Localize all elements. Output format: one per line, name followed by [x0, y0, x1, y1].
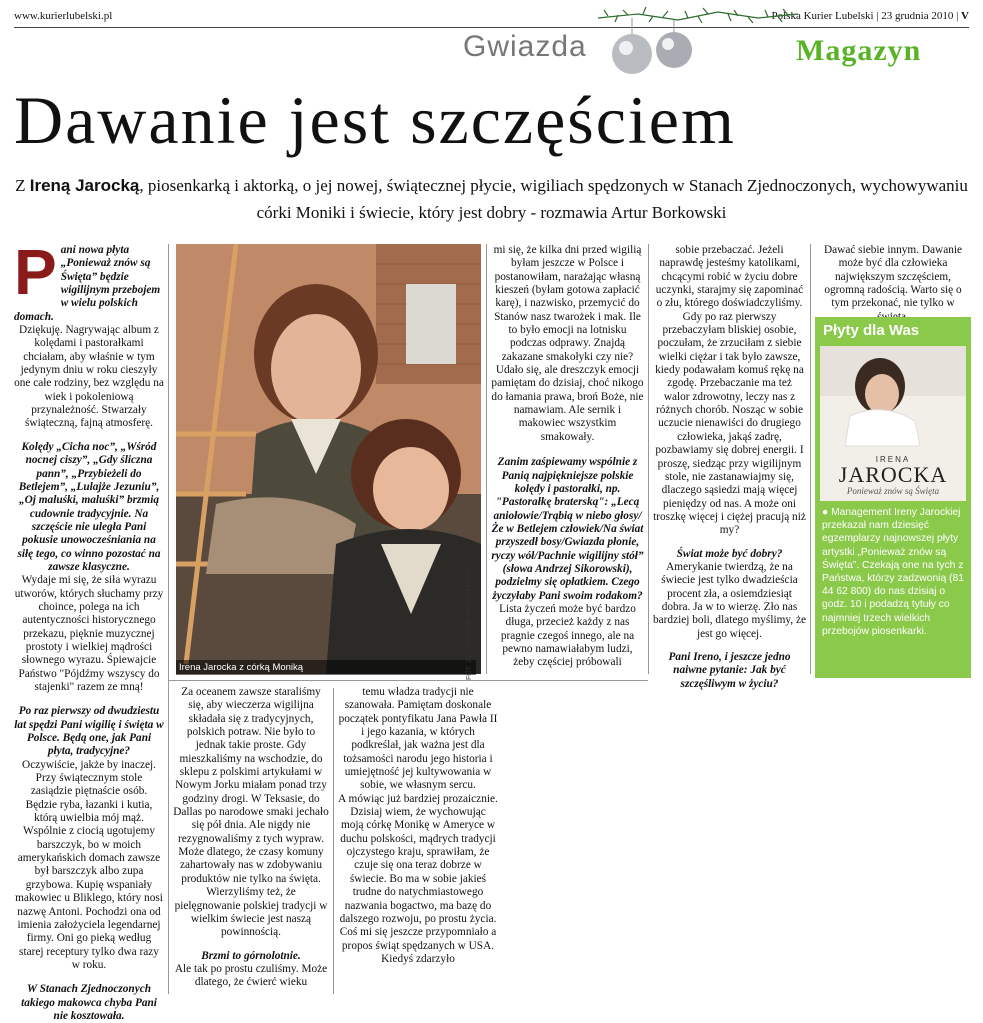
- article-deck: [14, 172, 969, 226]
- answer-paragraph: temu władza tradycji nie szanowała. Pamiętam doskonale początek pontyfikatu Jana Pawła II i jego kazania, w których podkreślał, jak ważna jest dla tożsamości narodu jego historia i umiejętność jej kultywowania w sobie, we własnym sercu.: [338, 686, 498, 792]
- question-paragraph: Świat może być dobry?: [676, 547, 783, 560]
- article-headline: Dawanie jest szczęściem: [14, 82, 736, 158]
- answer-paragraph: mi się, że kilka dni przed wigilią byłam jeszcze w Polsce i postanowiłam, narażając własną kieszeń (byłam gotowa zapłacić karę), i nazwisko, przemycić do Stanów nasz twarożek i mak. Ile to było emocji na lotnisku podczas odprawy. Znajdą zakazane smakołyki czy nie? Udało się, ale dreszczyk emocji pamiętam do dzisiaj, choć nikogo do łamania prawa, broń Boże, nie namawiam. Ale sernik i makowiec wszystkim smakowały.: [491, 244, 644, 443]
- answer-paragraph: Dziękuję. Nagrywając album z kolędami i pastorałkami chciałam, aby właśnie w tym jedynym dniu w roku cieszyły one całe rodziny, bez względu na wiek i pokoleniową przynależność. Stwarzały świąteczną, fajną atmosferę.: [14, 324, 164, 430]
- article-photo: [176, 244, 481, 674]
- answer-paragraph: Wydaje mi się, że siła wyrazu utworów, których słuchamy przy choince, polega na ich autentyczności historycznego przekazu, pięknie muzycznej prostoty i wielkiej mądrości słownego wyrazu. Śpiewajcie Państwo "Pójdźmy wszyscy do stajenki" razem ze mną!: [14, 574, 164, 693]
- deck-interviewee: Ireną Jarocką: [29, 176, 140, 195]
- question-paragraph: Zanim zaśpiewamy wspólnie z Panią najpiękniejsze polskie kolędy i pastorałki, np. "Pastorałkę braterską": „Lecą aniołowie/Trąbią w niebo głosy/Że w Betlejem człowiek/Na świat przyszedł bosy/Gwiazda płonie, ryczy wół/Pachnie wigilijny stół” (słowa Andrzej Sikorowski), podzielmy się opłatkiem. Czego życzyłaby Pani swoim rodakom?: [491, 456, 644, 602]
- column-divider: [168, 244, 169, 994]
- answer-paragraph: Za oceanem zawsze staraliśmy się, aby wieczerza wigilijna składała się z tradycyjnych, polskich potraw. Nie było to jednak takie proste. Gdy mieszkaliśmy na wschodzie, do sklepu z polskimi artykułami w Nowym Jorku miałam ponad trzy godziny drogi. W Teksasie, do Dallas po narodowe smaki jechało się pół dnia. Ale nigdy nie rezygnowaliśmy z tych wypraw. Może dlatego, że czasy komuny zahartowały nas w zdobywaniu produktów nie tylko na święta. Wierzyliśmy też, że pielęgnowanie polskiej tradycji w wielkim świecie jest naszą powinnością.: [173, 686, 329, 939]
- drop-cap: P: [14, 236, 57, 308]
- article-column-3b: [338, 686, 498, 966]
- column-divider: [810, 244, 811, 674]
- publication-name: Polska Kurier Lubelski: [771, 10, 874, 22]
- answer-paragraph: Ale tak po prostu czuliśmy. Może dlatego, że ćwierć wieku: [174, 962, 328, 989]
- question-paragraph: Brzmi to górnolotnie.: [201, 949, 301, 962]
- column-divider: [648, 244, 649, 674]
- header-rule: [14, 27, 969, 28]
- answer-paragraph: Dawać siebie innym. Dawanie może być dla człowieka największym szczęściem, ogromną radością. Warto się o tym przekonać, nie tylko w: [823, 244, 963, 310]
- photo-credit: FOT. ZE ZBIORÓW PRYWATNYCH: [466, 567, 473, 680]
- answer-paragraph: A mówiąc już bardziej prozaicznie. Dzisiaj wiem, że wychowując moją córkę Monikę w Ameryce w duchu polskości, mądrych tradycji ojczystego kraju, sprawiłam, że czuje się ona teraz dobrze w świecie. Bo ma w sobie jakieś trudne do natychmiastowego nazwania bogactwo, ma bazę do dalszego rozwoju, po prostu życia.: [338, 792, 498, 925]
- section-label-magazyn: Magazyn: [796, 34, 922, 67]
- question-paragraph: Pani Ireno, i jeszcze jedno naiwne pytanie: Jak być szczęśliwym w życiu?: [668, 650, 791, 690]
- article-column-5: [815, 244, 971, 324]
- answer-paragraph: Lista życzeń może być bardzo długa, przecież każdy z nas pragnie czegoś innego, ale na pewno namawiałabym ludzi, żeby częściej próbowali: [499, 602, 636, 669]
- sidebar-body: Management Ireny Jarockiej przekazał nam dziesięć egzemplarzy najnowszej płyty artystki „Ponieważ znów są Święta”. Czekają one na tych z Państwa, którzy zadzwonią (81 44 62 800) do nas dzisiaj o godz. 10 i podadzą tytuły co najmniej trzech wielkich przebojów piosenkarki.: [822, 507, 964, 637]
- article-column-1: [14, 236, 164, 1023]
- question-lead: ani nowa płyta „Ponieważ znów są Święta” będzie wigilijnym przebojem w wielu polskich domach.: [14, 244, 161, 323]
- album-artist-first: IRENA: [875, 455, 911, 464]
- page-marker: V: [961, 10, 969, 22]
- answer-paragraph: sobie przebaczać. Jeżeli naprawdę jesteśmy katolikami, chcącymi robić w życiu dobre uczynki, starajmy się zapominać o złu, którego doświadczyliśmy. Gdy po raz pierwszy przebaczyłam bliskiej osobie, poczułam, że zrzuciłam z siebie wielki ciężar i tak było zawsze, kiedy podawałam komuś rękę na zgodę. Przebaczanie ma też walor zdrowotny, leczy nas z różnych chorób. Nosząc w sobie uczucie nienawiści do drugiego człowieka, jakąś zadrę, pozbawiamy się dobrej energii. I proszę, siedząc przy wigilijnym stole, nie zastanawiajmy się, dlaczego sąsiedzi mają więcej pieniędzy od nas. A może oni troszkę więcej i ciężej pracują niż my?: [653, 244, 806, 537]
- deck-text: , piosenkarką i aktorką, o jej nowej, świątecznej płycie, wigiliach spędzonych w Stanach Zjednoczonych, wychowywaniu córki Moniki i świecie, który jest dobry - rozmawia Artur Borkowski: [139, 176, 968, 222]
- site-url[interactable]: www.kurierlubelski.pl: [14, 10, 113, 22]
- article-column-4: [653, 244, 806, 691]
- christmas-ornament-icon: [598, 6, 798, 76]
- section-divider: [168, 680, 648, 681]
- issue-info: Polska Kurier Lubelski | 23 grudnia 2010 | V: [771, 10, 969, 22]
- issue-date: 23 grudnia 2010: [881, 10, 954, 22]
- photo-illustration: [176, 244, 481, 674]
- article-column-2: [173, 686, 329, 990]
- album-title: Ponieważ znów są Święta: [846, 486, 940, 496]
- answer-paragraph: Amerykanie twierdzą, że na świecie jest tylko dwadzieścia procent zła, a osiemdziesiąt dobra. Ja w to wierzę. Zło nas bardziej boli, dlatego myślimy, że jest go więcej.: [653, 560, 806, 640]
- column-divider: [333, 688, 334, 994]
- album-artist-last: JAROCKA: [838, 462, 948, 487]
- bullet-dot-icon: ●: [822, 507, 832, 518]
- question-paragraph: Po raz pierwszy od dwudziestu lat spędzi Pani wigilię i święta w Polsce. Będą one, jak Pani płyta, tradycyjne?: [14, 705, 164, 758]
- column-divider: [486, 244, 487, 674]
- sidebar-title: Płyty dla Was: [823, 322, 920, 339]
- sidebar-text: [822, 506, 968, 638]
- lead-paragraph: [14, 236, 164, 324]
- answer-paragraph: Coś mi się jeszcze przypomniało a propos świąt spędzanych w USA. Kiedyś zdarzyło: [339, 926, 497, 965]
- question-paragraph: W Stanach Zjednoczonych takiego makowca chyba Pani nie kosztowała.: [21, 983, 157, 1022]
- deck-prefix: Z: [15, 176, 30, 195]
- question-paragraph: Kolędy „Cicha noc”, „Wśród nocnej ciszy”, „Gdy śliczna pann”, „Przybieżeli do Betlejem”, „Lulajże Jezuniu”, „Oj maluśki, maluśki” brzmią cudownie tradycyjnie. Na szczęście nie uległa Pani pokusie unowocześniania na siłę tego, co winno pozostać na zawsze klasyczne.: [17, 440, 161, 573]
- photo-caption: Irena Jarocka z córką Moniką: [176, 660, 476, 675]
- answer-paragraph: Oczywiście, jakże by inaczej. Przy świątecznym stole zasiądzie piętnaście osób. Będzie ryba, łazanki i kutia, którą uwielbia mój mąż. Wspólnie z ciocią ugotujemy barszczyk, bo w moich amerykańskich domach zawsze był barszczyk albo zupa grzybowa. Kupię wspaniały makowiec u Bliklego, który nosi nazwę Antoni. Pochodzi ona od imienia założyciela legendarnej firmy. Oni go pieką według starej receptury tylko dwa razy w roku.: [15, 758, 163, 971]
- article-column-3: [491, 244, 644, 670]
- section-label-gwiazda: Gwiazda: [463, 30, 587, 63]
